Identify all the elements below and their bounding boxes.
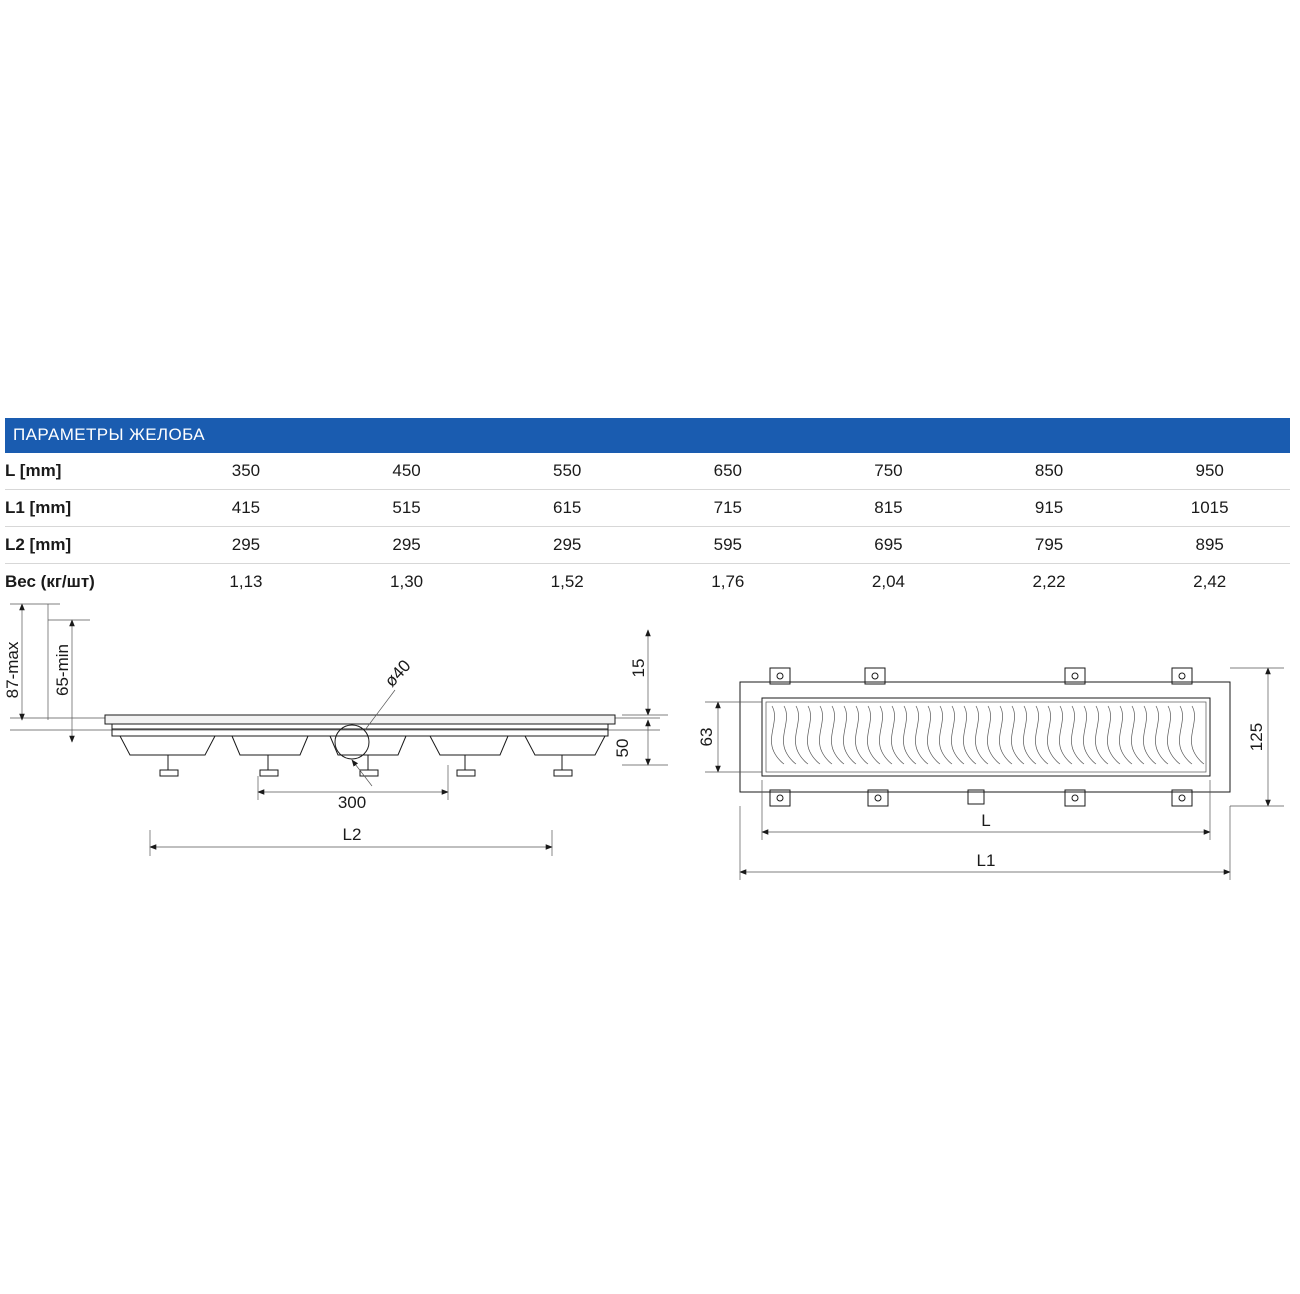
row-label-l2: L2 [mm] [5, 527, 166, 564]
table-body [5, 453, 1290, 600]
trough-parameters-table [5, 418, 1290, 600]
cell-weight-1: 1,13 [229, 572, 263, 591]
grate-pattern [771, 706, 1204, 764]
dim-length-l: L [981, 811, 991, 830]
dim-outlet-offset: 300 [337, 793, 367, 812]
cell-l2-3: 295 [487, 527, 648, 564]
row-label-l: L [mm] [5, 453, 166, 490]
cell-weight-2: 1,30 [390, 572, 424, 591]
cell-l1-2: 515 [326, 490, 487, 527]
cell-l2-2: 295 [326, 527, 487, 564]
technical-drawings [0, 590, 1300, 910]
cell-l2-1: 295 [166, 527, 327, 564]
row-label-weight: Вес (кг/шт) [5, 572, 95, 591]
cell-weight-5: 2,04 [871, 572, 905, 591]
support-feet [160, 755, 572, 776]
table-row [5, 490, 1290, 527]
cell-l1-5: 815 [808, 490, 969, 527]
cell-weight-7: 2,42 [1193, 572, 1227, 591]
dim-tile-gap: 15 [629, 658, 648, 678]
cell-weight-4: 1,76 [711, 572, 745, 591]
cell-l-6: 850 [969, 453, 1130, 490]
dim-height-max: 87-max [3, 641, 22, 699]
cell-l-1: 350 [166, 453, 327, 490]
table-row [5, 527, 1290, 564]
cell-l1-6: 915 [969, 490, 1130, 527]
cell-l1-1: 415 [166, 490, 327, 527]
dim-body-height: 50 [613, 738, 632, 758]
side-section-view [3, 604, 668, 856]
table-header [5, 418, 1290, 453]
cell-l-4: 650 [648, 453, 809, 490]
dim-width-outer: 125 [1247, 722, 1266, 752]
top-plan-view [697, 668, 1284, 880]
dim-length-l2: L2 [342, 825, 362, 844]
dim-width-inner: 63 [697, 727, 716, 747]
dim-length-l1: L1 [976, 851, 996, 870]
cell-l2-6: 795 [969, 527, 1130, 564]
dim-height-min: 65-min [53, 644, 72, 696]
cell-l1-3: 615 [487, 490, 648, 527]
row-label-l1: L1 [mm] [5, 490, 166, 527]
cell-l2-5: 695 [808, 527, 969, 564]
cell-l1-4: 715 [648, 490, 809, 527]
cell-l-3: 550 [487, 453, 648, 490]
dim-outlet-diameter: ø40 [380, 656, 415, 691]
cell-l-5: 750 [808, 453, 969, 490]
table-row [5, 453, 1290, 490]
cell-l1-7: 1015 [1129, 490, 1290, 527]
cell-l2-4: 595 [648, 527, 809, 564]
cell-l-2: 450 [326, 453, 487, 490]
cell-l2-7: 895 [1129, 527, 1290, 564]
cell-l-7: 950 [1129, 453, 1290, 490]
cell-weight-3: 1,52 [550, 572, 584, 591]
cell-weight-6: 2,22 [1032, 572, 1066, 591]
parameters-table [5, 418, 1290, 600]
table-title: ПАРАМЕТРЫ ЖЕЛОБА [5, 418, 1290, 453]
